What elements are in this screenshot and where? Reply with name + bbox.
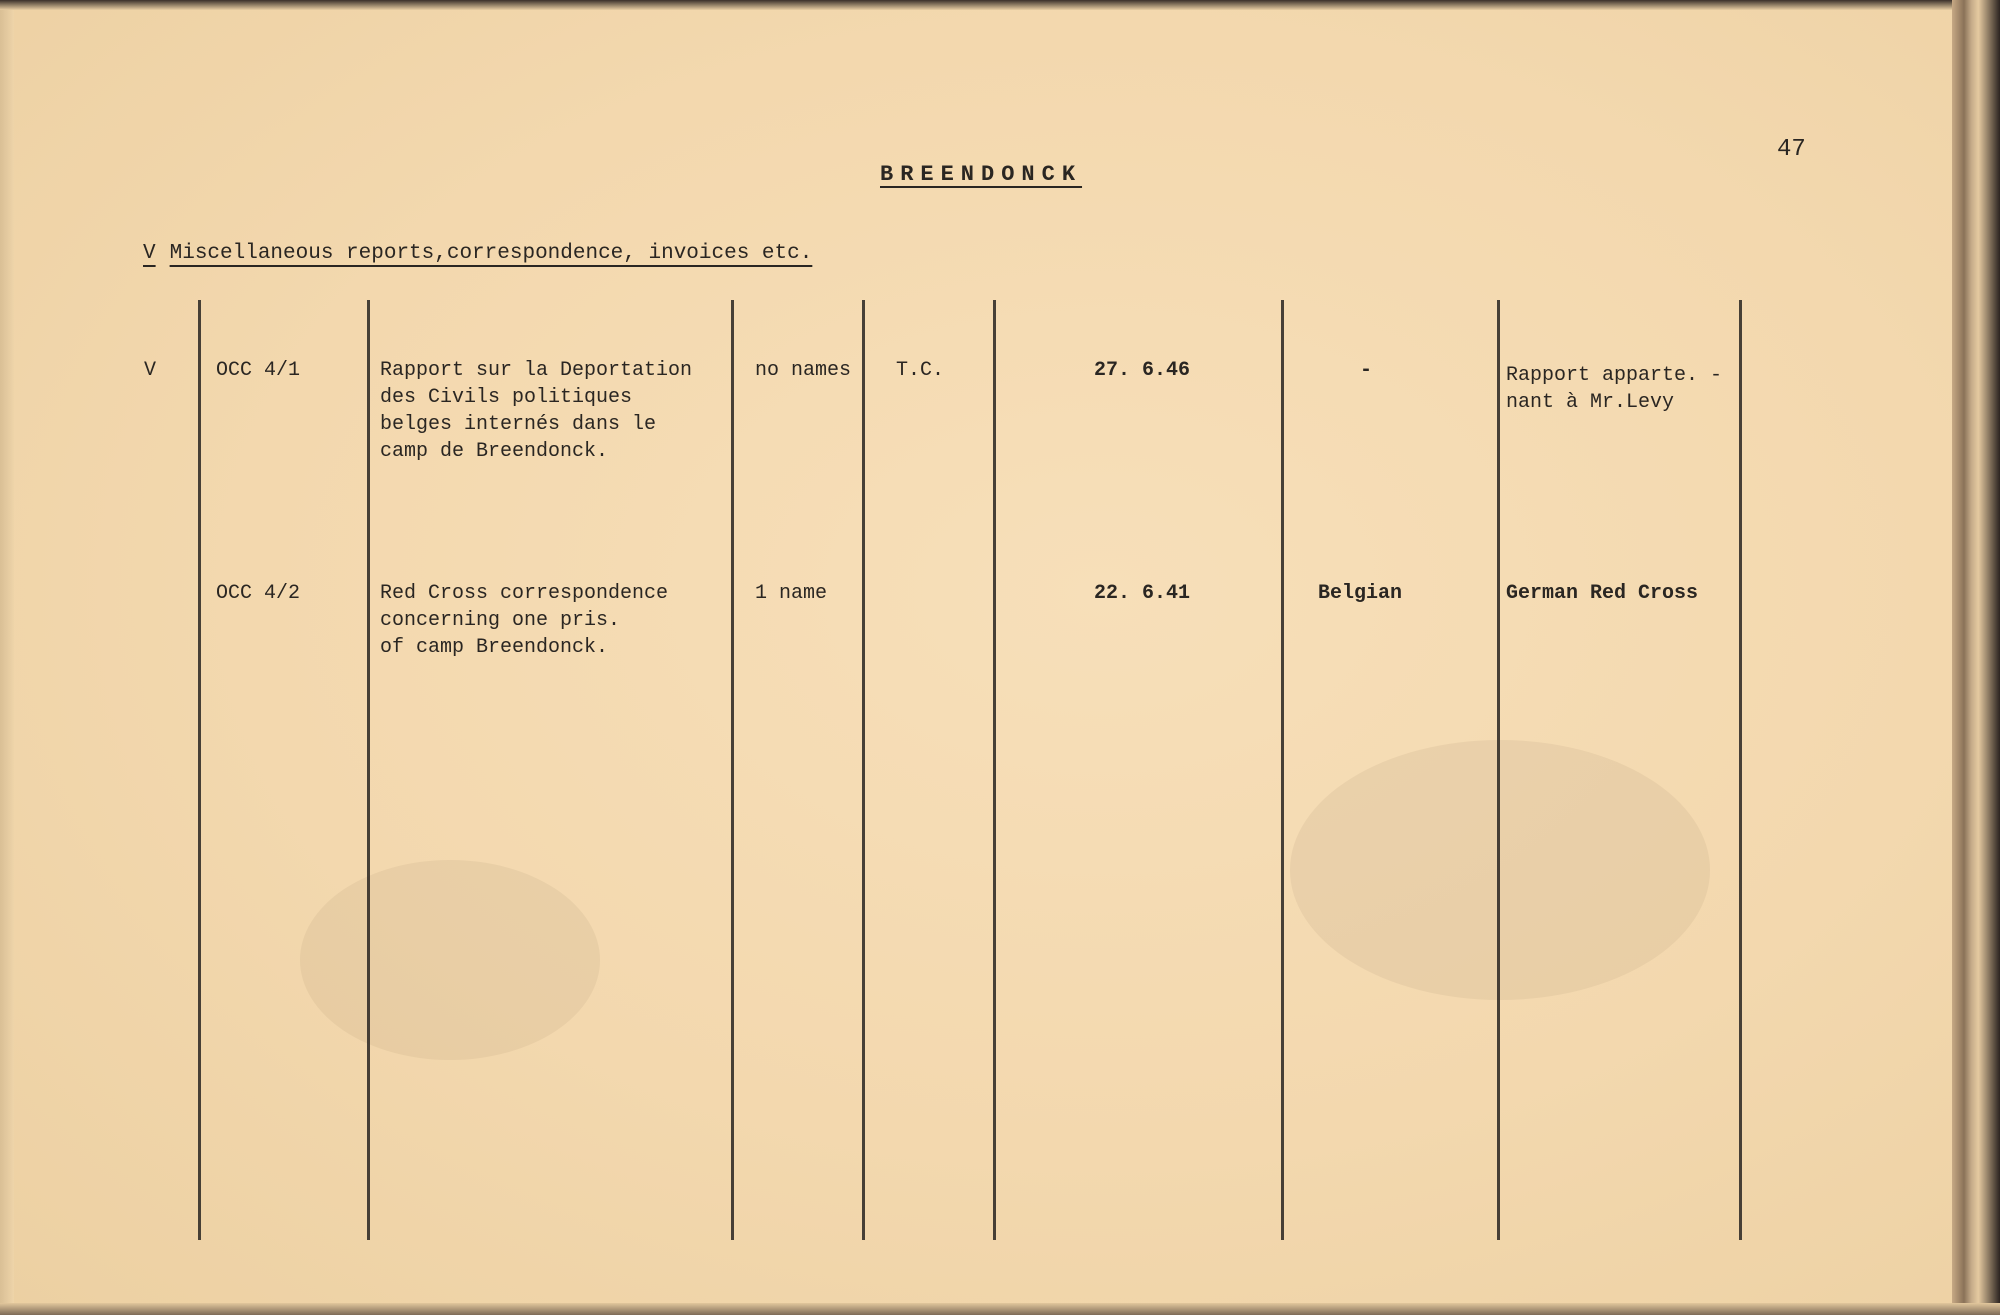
column-rule — [993, 300, 996, 1240]
section-heading — [143, 242, 812, 265]
row-reference: OCC 4/2 — [216, 582, 301, 605]
paper-stain — [300, 860, 600, 1060]
document-title: BREENDONCK — [880, 162, 1083, 187]
binding-edge — [1952, 0, 2000, 1315]
column-rule — [1281, 300, 1284, 1240]
page-left-edge — [0, 0, 14, 1315]
row-nationality: Belgian — [1318, 582, 1403, 605]
row-description: Red Cross correspondence concerning one pris. of camp Breendonck. — [380, 582, 669, 659]
paper-stain — [1290, 740, 1710, 1000]
row-section: V — [144, 359, 157, 382]
column-rule — [731, 300, 734, 1240]
row-nationality: - — [1360, 359, 1373, 382]
row-type: T.C. — [896, 359, 945, 382]
column-rule — [367, 300, 370, 1240]
page-top-edge — [0, 0, 2000, 10]
row-remarks: German Red Cross — [1506, 582, 1699, 605]
page-number: 47 — [1777, 136, 1806, 163]
column-rule — [1497, 300, 1500, 1240]
row-names: no names — [755, 359, 852, 382]
column-rule — [198, 300, 201, 1240]
column-rule — [862, 300, 865, 1240]
row-date: 22. 6.41 — [1094, 582, 1191, 605]
row-reference: OCC 4/1 — [216, 359, 301, 382]
section-numeral: V — [143, 242, 156, 265]
section-heading-text: Miscellaneous reports,correspondence, invoices etc. — [169, 242, 813, 265]
row-date: 27. 6.46 — [1094, 359, 1191, 382]
column-rule — [1739, 300, 1742, 1240]
row-names: 1 name — [755, 582, 828, 605]
row-description: Rapport sur la Deportation des Civils politiques belges internés dans le camp de Breendonck. — [380, 359, 693, 463]
row-remarks: Rapport apparte. - nant à Mr.Levy — [1506, 364, 1723, 414]
page-bottom-edge — [0, 1303, 2000, 1315]
